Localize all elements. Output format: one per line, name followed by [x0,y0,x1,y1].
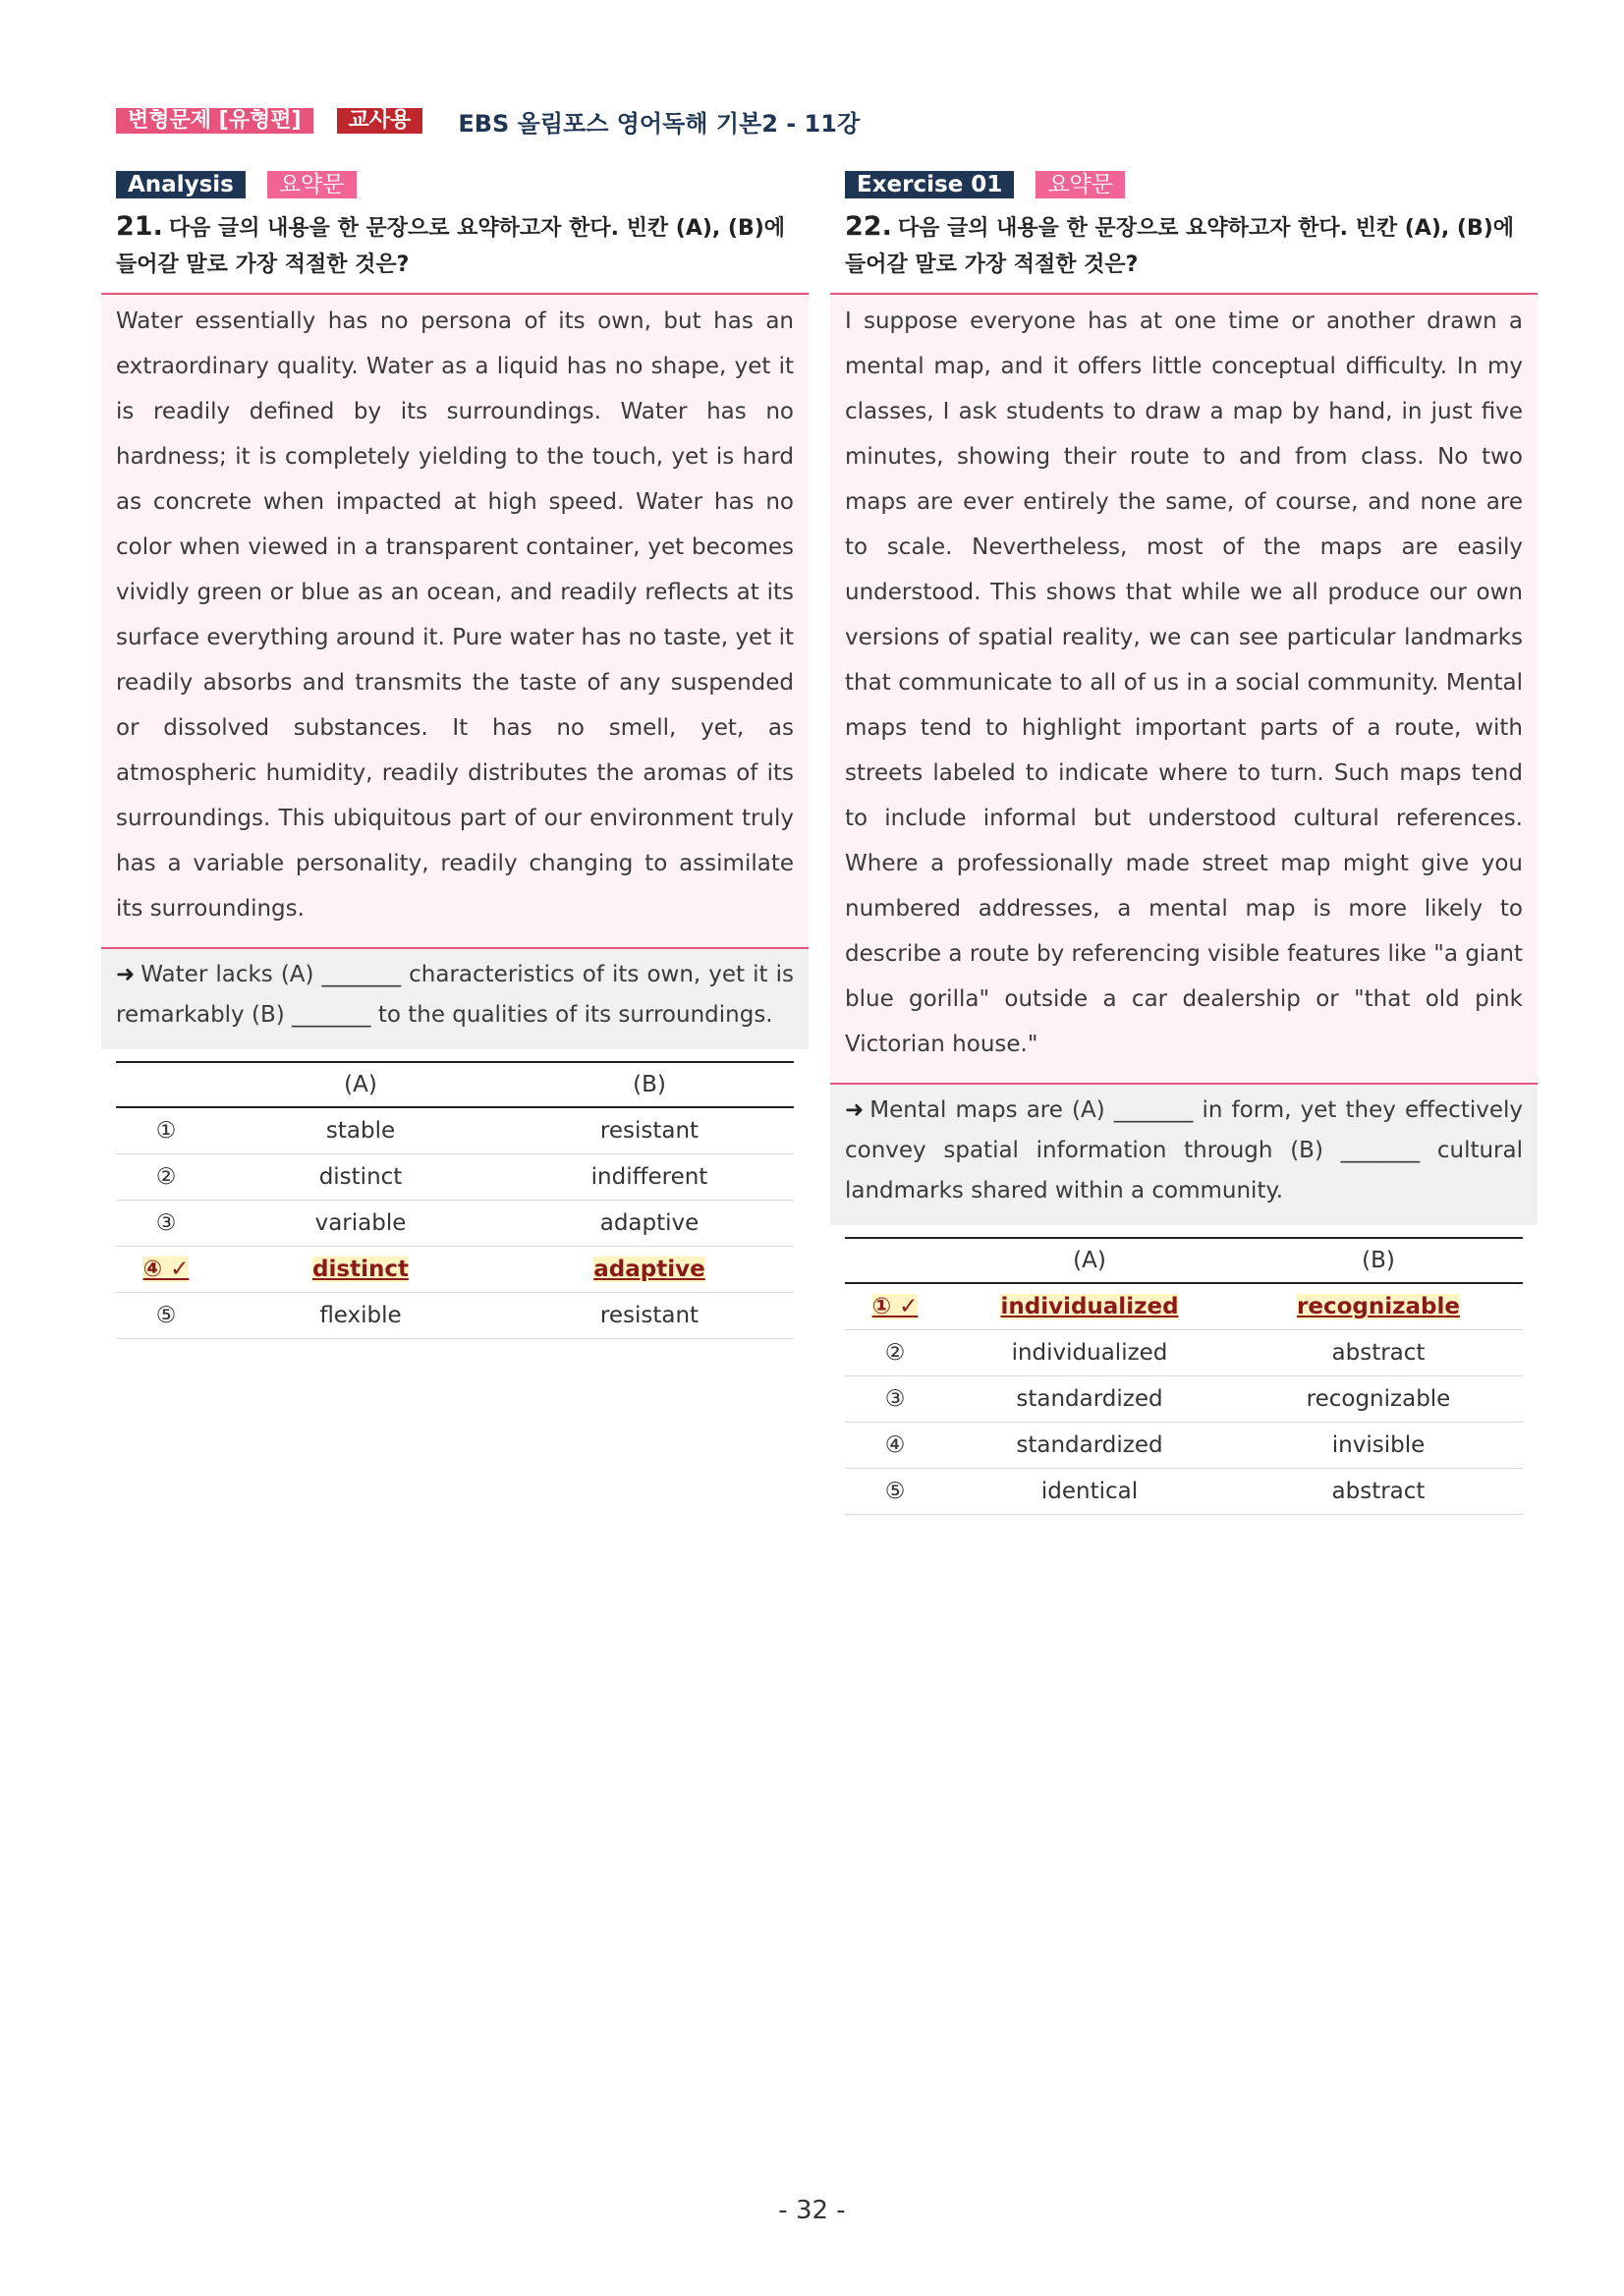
option-a: distinct [216,1154,505,1201]
option-row[interactable] [845,1423,1523,1469]
option-number: ② [845,1330,945,1376]
option-b: resistant [505,1293,794,1339]
option-a: variable [216,1201,505,1247]
question-prompt [116,208,794,283]
option-number: ② [116,1154,216,1201]
passage-text: I suppose everyone has at one time or another drawn a mental map, and it offers little conceptual difficulty. In my classes, I ask students to draw a map by hand, in just five minutes, showing their route to and from class. No two maps are ever entirely the same, of course, and none are to scale. Nevertheless, most of the maps are easily understood. This shows that while we all produce our own versions of spatial reality, we can see particular landmarks that communicate to all of us in a social community. Mental maps tend to highlight important parts of a route, with streets labeled to indicate where to turn. Such maps tend to include informal but understood cultural references. Where a professionally made street map might give you numbered addresses, a mental map is more likely to describe a route by referencing visible features like "a giant blue gorilla" outside a car dealership or "that old pink Victorian house." [830,293,1538,1085]
option-b: adaptive [505,1201,794,1247]
option-b: abstract [1234,1469,1523,1515]
column-b-header: (B) [1234,1238,1523,1283]
option-a: standardized [945,1423,1234,1469]
section-label: Analysis [116,171,246,198]
option-number: ③ [845,1376,945,1423]
answer-options-table [116,1061,794,1339]
page-number: - 32 - [778,2196,846,2225]
summary-text: Mental maps are (A) _______ in form, yet they effectively convey spatial information through (B) _______ cultural landmarks shared within a community. [845,1097,1523,1204]
option-b [1234,1283,1523,1330]
option-b: invisible [1234,1423,1523,1469]
question-type-label: 요약문 [1036,171,1125,198]
option-number-header [845,1238,945,1283]
answer-options-table [845,1237,1523,1515]
option-a: identical [945,1469,1234,1515]
question-prompt [845,208,1523,283]
question-text: 다음 글의 내용을 한 문장으로 요약하고자 한다. 빈칸 (A), (B)에 들어갈 말로 가장 적절한 것은? [116,216,786,277]
summary-text: Water lacks (A) _______ characteristics of its own, yet it is remarkably (B) _______ to the qualities of its surroundings. [116,962,794,1028]
question-number: 21. [116,211,163,242]
summary-sentence [101,949,809,1049]
page-header [116,106,860,136]
option-row[interactable] [845,1469,1523,1515]
option-number [116,1247,216,1293]
arrow-icon: ➜ [845,1097,865,1123]
correct-option-b: adaptive [593,1257,705,1282]
section-labels [845,171,1523,198]
option-number: ④ [845,1423,945,1469]
correct-option-row[interactable] [116,1247,794,1293]
passage-text: Water essentially has no persona of its own, but has an extraordinary quality. Water as a liquid has no shape, yet it is readily defined by its surroundings. Water has no hardness; it is completely yielding to the touch, yet is hard as concrete when impacted at high speed. Water has no color when viewed in a transparent container, yet becomes vividly green or blue as an ocean, and readily reflects at its surface everything around it. Pure water has no taste, yet it readily absorbs and transmits the taste of any suspended or dissolved substances. It has no smell, yet, as atmospheric humidity, readily distributes the aromas of its surroundings. This ubiquitous part of our environment truly has a variable personality, readily changing to assimilate its surroundings. [101,293,809,949]
document-title: EBS 올림포스 영어독해 기본2 - 11강 [458,109,861,138]
option-a: stable [216,1107,505,1154]
summary-sentence [830,1085,1538,1225]
option-number: ① [116,1107,216,1154]
option-row[interactable] [116,1201,794,1247]
option-row[interactable] [116,1154,794,1201]
section-labels [116,171,794,198]
question-type-label: 요약문 [267,171,357,198]
option-number: ⑤ [845,1469,945,1515]
correct-option-number: ① ✓ [871,1294,919,1319]
option-row[interactable] [116,1293,794,1339]
correct-option-b: recognizable [1297,1294,1460,1319]
column-a-header: (A) [945,1238,1234,1283]
option-b: indifferent [505,1154,794,1201]
option-a [216,1247,505,1293]
option-a [945,1283,1234,1330]
arrow-icon: ➜ [116,962,136,987]
option-b: resistant [505,1107,794,1154]
question-text: 다음 글의 내용을 한 문장으로 요약하고자 한다. 빈칸 (A), (B)에 들어갈 말로 가장 적절한 것은? [845,216,1515,277]
column-a-header: (A) [216,1062,505,1107]
option-number [845,1283,945,1330]
option-b [505,1247,794,1293]
correct-option-row[interactable] [845,1283,1523,1330]
question-number: 22. [845,211,892,242]
option-number-header [116,1062,216,1107]
option-a: flexible [216,1293,505,1339]
correct-option-a: distinct [312,1257,409,1282]
option-row[interactable] [845,1376,1523,1423]
section-label: Exercise 01 [845,171,1014,198]
variant-type-tag: 변형문제 [유형편] [116,108,313,134]
column-b-header: (B) [505,1062,794,1107]
option-number: ③ [116,1201,216,1247]
correct-option-a: individualized [1000,1294,1179,1319]
teacher-edition-tag: 교사용 [337,108,423,134]
option-row[interactable] [116,1107,794,1154]
option-b: abstract [1234,1330,1523,1376]
correct-option-number: ④ ✓ [142,1257,190,1282]
options-header-row [116,1062,794,1107]
option-b: recognizable [1234,1376,1523,1423]
question-22-column [845,171,1523,1515]
options-header-row [845,1238,1523,1283]
option-number: ⑤ [116,1293,216,1339]
question-21-column [116,171,794,1339]
option-a: individualized [945,1330,1234,1376]
option-a: standardized [945,1376,1234,1423]
option-row[interactable] [845,1330,1523,1376]
